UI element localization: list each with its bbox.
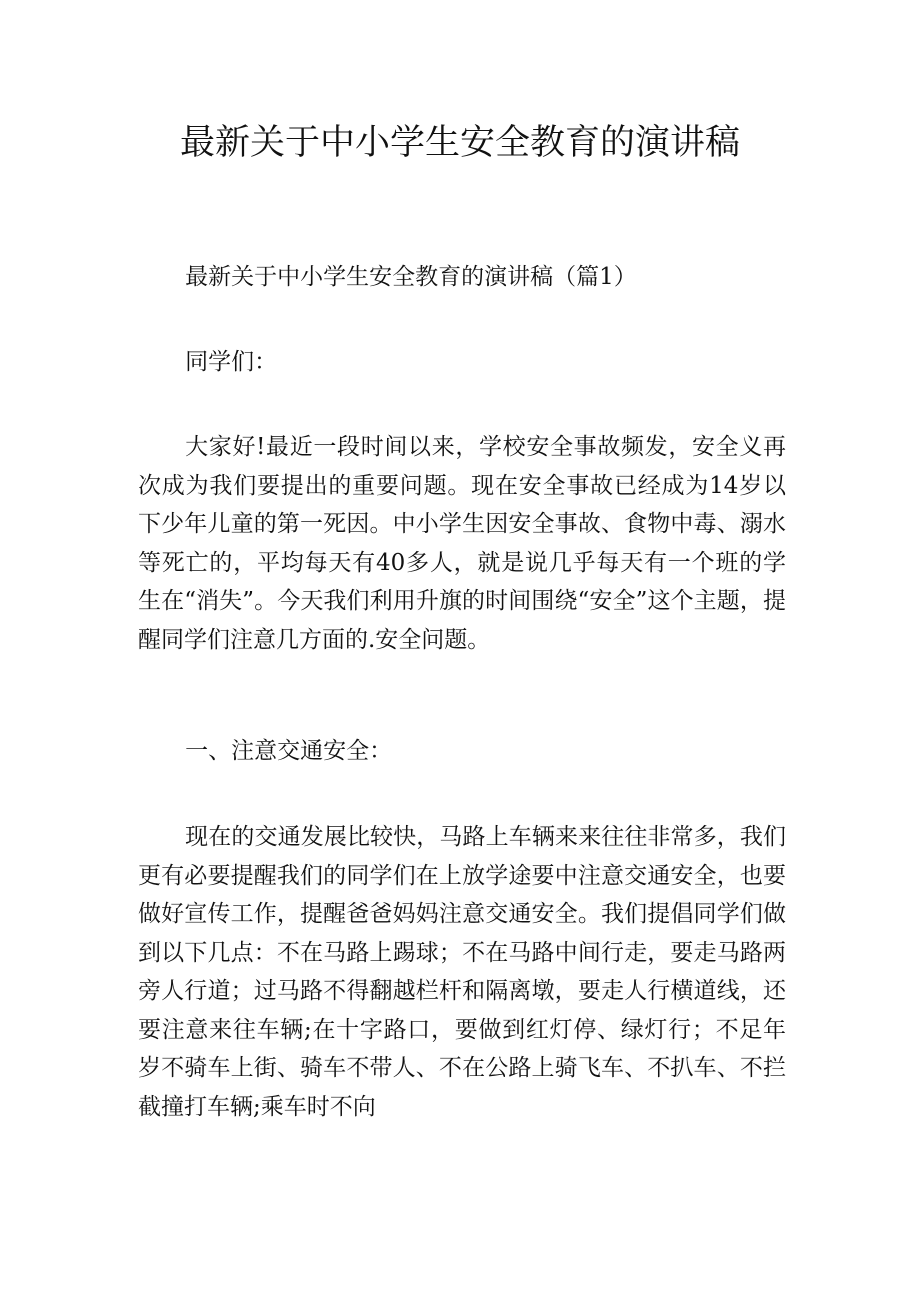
section-heading-traffic-safety: 一、注意交通安全： [185, 738, 393, 764]
greeting-paragraph: 同学们： [185, 349, 278, 375]
intro-paragraph: 大家好!最近一段时间以来，学校安全事故频发，安全义再次成为我们要提出的重要问题。现在安全事故已经成为14岁以下少年儿童的第一死因。中小学生因安全事故、食物中毒、溺水等死亡的，平均每天有40多人，就是说几乎每天有一个班的学生在“消失”。今天我们利用升旗的时间围绕“安全”这个主题，提醒同学们注意几方面的.安全问题。 [138, 434, 786, 653]
document-subtitle: 最新关于中小学生安全教育的演讲稿（篇1） [185, 264, 637, 290]
traffic-safety-paragraph: 现在的交通发展比较快，马路上车辆来来往往非常多，我们更有必要提醒我们的同学们在上放学途要中注意交通安全，也要做好宣传工作，提醒爸爸妈妈注意交通安全。我们提倡同学们做到以下几点：不在马路上踢球；不在马路中间行走，要走马路两旁人行道；过马路不得翻越栏杆和隔离墩，要走人行横道线，还要注意来往车辆;在十字路口，要做到红灯停、绿灯行；不足年岁不骑车上街、骑车不带人、不在公路上骑飞车、不扒车、不拦截撞打车辆;乘车时不向 [138, 824, 786, 1120]
document-title: 最新关于中小学生安全教育的演讲稿 [179, 123, 740, 163]
